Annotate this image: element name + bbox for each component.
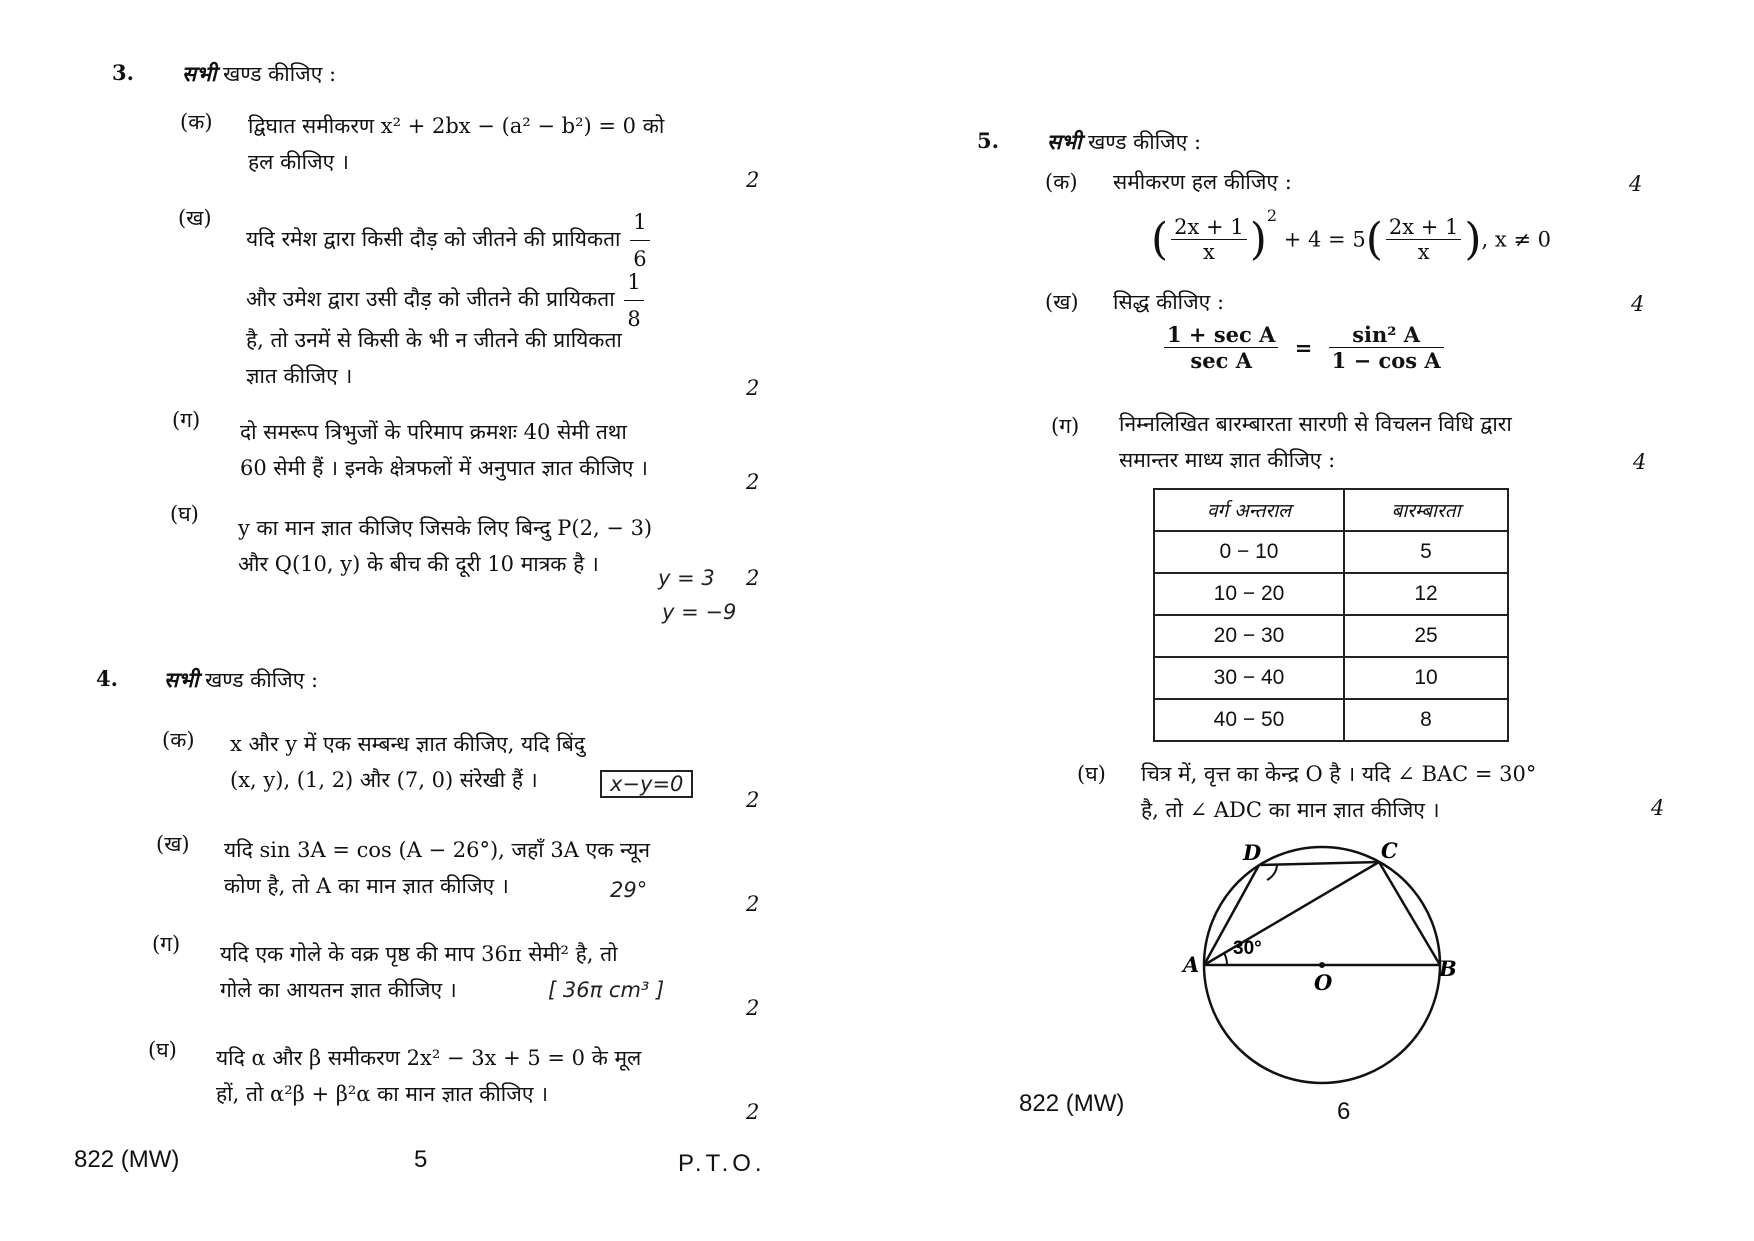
point-label-o: O: [1314, 970, 1333, 995]
q3c-label: (ग): [172, 408, 201, 432]
q5d-marks: 4: [1651, 796, 1665, 820]
q5a-label: (क): [1045, 170, 1078, 194]
q3b-line4: ज्ञात कीजिए ।: [246, 364, 353, 388]
table-row: [1154, 615, 1508, 657]
q3b-text: [246, 204, 726, 394]
q4c-label: (ग): [152, 932, 181, 956]
table-cell-frequency: 5: [1344, 531, 1508, 573]
q5a-line1: समीकरण हल कीजिए :: [1113, 170, 1292, 194]
q3b-frac1-num: 1: [630, 204, 649, 241]
q5a-tail: , x ≠ 0: [1481, 227, 1552, 252]
q3a-line1: द्विघात समीकरण x² + 2bx − (a² − b²) = 0 को: [248, 114, 665, 138]
q4c-handwritten-value: 36π cm³: [562, 978, 650, 1002]
table-cell-frequency: 10: [1344, 657, 1508, 699]
q3c-text: [240, 414, 710, 486]
q4a-handwritten: x−y=0: [600, 770, 693, 798]
q5b-rhs-den: 1 − cos A: [1331, 348, 1441, 373]
table-row: [1154, 573, 1508, 615]
q4c-marks: 2: [746, 996, 760, 1020]
q4-number: 4.: [96, 666, 118, 691]
left-footer-code: 822 (MW): [74, 1146, 180, 1173]
q5-heading: [1047, 128, 1201, 156]
chord-dc: [1259, 862, 1379, 865]
table-header-frequency: बारम्बारता: [1344, 489, 1508, 531]
circle-figure: [1183, 838, 1457, 1090]
chord-cb: [1379, 862, 1440, 965]
q5a-middle: + 4 = 5: [1283, 227, 1366, 252]
q5c-label: (ग): [1051, 414, 1080, 438]
q5a-frac-2: [1386, 215, 1462, 264]
frequency-table: [1153, 488, 1509, 742]
q4b-line1: यदि sin 3A = cos (A − 26°), जहाँ 3A एक न्यून: [224, 838, 651, 862]
q4b-marks: 2: [746, 892, 760, 916]
q5d-label: (घ): [1077, 762, 1106, 786]
table-header-row: [1154, 489, 1508, 531]
q4-heading: [164, 666, 318, 694]
q5a-power: 2: [1266, 206, 1278, 225]
table-cell-frequency: 25: [1344, 615, 1508, 657]
q5a-marks: 4: [1629, 172, 1643, 196]
table-cell-class: 0 − 10: [1154, 531, 1344, 573]
q3d-label: (घ): [170, 502, 199, 526]
q5b-marks: 4: [1631, 292, 1645, 316]
q5b-rhs-num: sin² A: [1329, 322, 1444, 348]
q4c-line2: गोले का आयतन ज्ञात कीजिए ।: [220, 978, 457, 1002]
q5c-line2: समान्तर माध्य ज्ञात कीजिए :: [1119, 448, 1336, 472]
q5-number: 5.: [977, 128, 999, 153]
q5c-marks: 4: [1633, 450, 1647, 474]
q5c-line1: निम्नलिखित बारम्बारता सारणी से विचलन विधि द्वारा: [1119, 412, 1512, 436]
q4-heading-text: खण्ड कीजिए :: [205, 668, 319, 692]
q3b-line3: है, तो उनमें से किसी के भी न जीतने की प्रायिकता: [246, 328, 622, 352]
q3d-text: [238, 510, 718, 582]
q3c-line2: 60 सेमी हैं । इनके क्षेत्रफलों में अनुपात ज्ञात कीजिए ।: [240, 456, 649, 480]
q3b-line2: और उमेश द्वारा उसी दौड़ को जीतने की प्रायिकता: [246, 287, 615, 311]
q5a-frac-1: [1171, 215, 1247, 264]
q4a-line1: x और y में एक सम्बन्ध ज्ञात कीजिए, यदि बिंदु: [230, 732, 585, 756]
q3d-line2: और Q(10, y) के बीच की दूरी 10 मात्रक है ।: [238, 552, 599, 576]
q4d-marks: 2: [746, 1100, 760, 1124]
table-row: [1154, 531, 1508, 573]
chord-ac: [1204, 862, 1379, 965]
q3c-marks: 2: [746, 470, 760, 494]
right-page: [877, 0, 1754, 1241]
table-cell-class: 20 − 30: [1154, 615, 1344, 657]
table-row: [1154, 657, 1508, 699]
right-footer-code: 822 (MW): [1019, 1090, 1125, 1117]
left-footer-page: 5: [414, 1146, 428, 1173]
q3b-line1-row: [246, 204, 726, 271]
q4d-line2: हों, तो α²β + β²α का मान ज्ञात कीजिए ।: [216, 1082, 549, 1106]
q5b-label: (ख): [1045, 290, 1079, 314]
q5a-frac-2-num: 2x + 1: [1386, 215, 1462, 240]
q4c-line1: यदि एक गोले के वक्र पृष्ठ की माप 36π सेमी² है, तो: [220, 942, 618, 966]
q5a-frac-2-den: x: [1417, 240, 1430, 264]
q5a-equation: ( $\frac{2x + 1}{x}$ )$^2$ + 4 = 5( $\frac{2x + 1}{x}$ ), x ≠ 0: [1151, 206, 1552, 265]
q3b-line2-row: [246, 264, 726, 331]
table-row: [1154, 699, 1508, 741]
q3c-line1: दो समरूप त्रिभुजों के परिमाप क्रमशः 40 सेमी तथा: [240, 420, 627, 444]
q5b-line1: सिद्ध कीजिए :: [1113, 290, 1225, 314]
angle-arc-bac: [1224, 953, 1227, 965]
q3a-text: [248, 108, 718, 180]
q4a-marks: 2: [746, 788, 760, 812]
q3b-frac2-num: 1: [624, 264, 643, 301]
table-cell-class: 30 − 40: [1154, 657, 1344, 699]
q4d-text: [216, 1040, 716, 1112]
q5a-frac-1-den: x: [1203, 240, 1215, 264]
q4a-label: (क): [162, 728, 195, 752]
q5-heading-text: खण्ड कीजिए :: [1088, 130, 1202, 154]
q5b-rhs: [1329, 322, 1444, 373]
q3-number: 3.: [112, 60, 134, 85]
table-header-class: वर्ग अन्तराल: [1154, 489, 1344, 531]
point-label-b: B: [1439, 956, 1457, 981]
q4b-label: (ख): [156, 832, 190, 856]
q5b-equation: [1161, 322, 1447, 373]
q3-heading-text: खण्ड कीजिए :: [223, 62, 337, 86]
q5b-lhs-den: sec A: [1190, 348, 1252, 373]
q3d-handwritten-2: y = −9: [662, 600, 737, 624]
right-footer-page: 6: [1337, 1098, 1351, 1125]
point-label-d: D: [1243, 840, 1262, 865]
q5a-frac-1-num: 2x + 1: [1171, 215, 1247, 240]
q3d-marks: 2: [746, 566, 760, 590]
q5b-lhs: [1164, 322, 1278, 373]
q3d-line1: y का मान ज्ञात कीजिए जिसके लिए बिन्दु P(2, − 3): [238, 516, 653, 540]
q5-heading-emphasis: सभी: [1047, 129, 1082, 154]
q3b-frac2-den: 8: [627, 307, 641, 331]
q5c-text: [1119, 406, 1639, 478]
table-cell-class: 40 − 50: [1154, 699, 1344, 741]
q4d-line1: यदि α और β समीकरण 2x² − 3x + 5 = 0 के मूल: [216, 1046, 642, 1070]
q5b-equals: =: [1294, 335, 1313, 360]
q3a-line2: हल कीजिए ।: [248, 150, 349, 174]
point-label-a: A: [1183, 952, 1200, 977]
angle-arc-adc: [1267, 865, 1277, 880]
q5d-line2: है, तो ∠ ADC का मान ज्ञात कीजिए ।: [1141, 798, 1440, 822]
q3b-frac2: [624, 264, 643, 337]
q4-heading-emphasis: सभी: [164, 667, 199, 692]
q3b-label: (ख): [178, 206, 212, 230]
table-cell-frequency: 12: [1344, 573, 1508, 615]
q4a-line2: (x, y), (1, 2) और (7, 0) संरेखी हैं ।: [230, 768, 538, 792]
table-cell-class: 10 − 20: [1154, 573, 1344, 615]
point-label-c: C: [1381, 838, 1398, 863]
q3b-frac1-den: 6: [633, 247, 647, 271]
left-footer-pto: P.T.O.: [678, 1150, 766, 1177]
table-cell-frequency: 8: [1344, 699, 1508, 741]
q5b-lhs-num: 1 + sec A: [1164, 322, 1278, 348]
q3b-marks: 2: [746, 376, 760, 400]
q3a-marks: 2: [746, 168, 760, 192]
q4c-handwritten: [ 36π cm³ ]: [548, 978, 665, 1002]
q3b-line1: यदि रमेश द्वारा किसी दौड़ को जीतने की प्रायिकता: [246, 227, 621, 251]
center-point: [1319, 962, 1325, 968]
q5d-text: [1141, 756, 1641, 828]
angle-label-30: 30°: [1233, 938, 1262, 959]
q4b-handwritten: 29°: [610, 878, 648, 902]
q3d-handwritten-1: y = 3: [658, 566, 715, 590]
q4b-line2: कोण है, तो A का मान ज्ञात कीजिए ।: [224, 874, 509, 898]
q3a-label: (क): [180, 110, 213, 134]
q5d-line1: चित्र में, वृत्त का केन्द्र O है । यदि ∠ BAC = 30°: [1141, 762, 1537, 786]
q4d-label: (घ): [148, 1038, 177, 1062]
q3-heading: [182, 60, 336, 88]
q3-heading-emphasis: सभी: [182, 61, 217, 86]
